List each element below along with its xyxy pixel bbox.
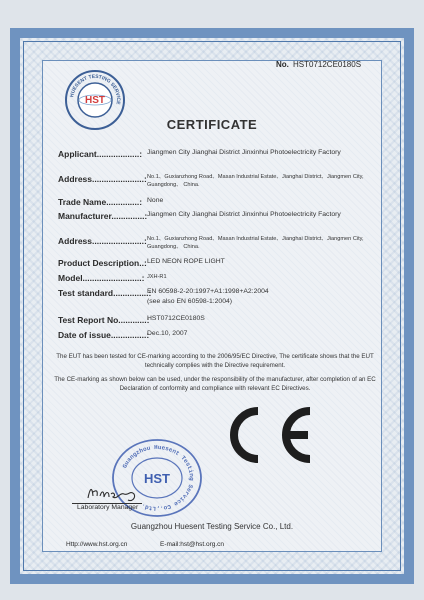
field-value: None bbox=[147, 197, 164, 204]
field-label: Test standard...............: bbox=[58, 288, 152, 298]
paragraph-ce-marking: The CE-marking as shown below can be used, under the responsibility of the manufacturer, after completion of an EC Declaration of conformity and compliance with relevant EC Directives. bbox=[54, 376, 376, 392]
signature-text: Henry bbox=[84, 482, 87, 483]
field-value: EN 60598-2-20:1997+A1:1998+A2:2004 bbox=[147, 288, 269, 295]
website-link[interactable]: Http://www.hst.org.cn bbox=[66, 541, 128, 548]
field-value: JXH-R1 bbox=[147, 274, 167, 280]
field-value: (see also EN 60598-1:2004) bbox=[147, 298, 233, 305]
field-label: Address......................: bbox=[58, 174, 147, 184]
paragraph-compliance: The EUT has been tested for CE-marking according to the 2006/95/EC Directive, The certificate shows that the EUT technically complies with the Directive requirement. bbox=[56, 353, 374, 369]
field-value: Jiangmen City Jianghai District Jinxinhui Photoelectricity Factory bbox=[147, 211, 341, 218]
field-label: Trade Name..............: bbox=[58, 197, 143, 207]
page-title: CERTIFICATE bbox=[166, 117, 258, 132]
cert-number: HST0712CE0180S bbox=[293, 60, 362, 69]
field-value: Dec.10, 2007 bbox=[147, 330, 188, 337]
field-label: Test Report No............: bbox=[58, 315, 150, 325]
company-name: Guangzhou Huesent Testing Service Co., Ltd. bbox=[130, 522, 294, 531]
field-label: Date of issue...............: bbox=[58, 330, 150, 340]
field-value: No.1、Guxianzhong Road、Masan Industrial Estate、Jianghai District、Jiangmen City, Guangdong、 China. bbox=[147, 236, 364, 250]
field-value: No.1、Guxianzhong Road、Masan Industrial Estate、Jianghai District、Jiangmen City, Guangdong、 China. bbox=[147, 174, 364, 188]
field-label: Applicant..................: bbox=[58, 149, 143, 159]
field-value: HST0712CE0180S bbox=[147, 315, 205, 322]
field-label: Manufacturer..............: bbox=[58, 211, 148, 221]
ce-mark-icon bbox=[224, 403, 324, 467]
manager-label: Laboratory Manager bbox=[77, 504, 139, 511]
field-label: Address......................: bbox=[58, 236, 147, 246]
stamp-center-text: HST bbox=[144, 471, 170, 486]
logo-ring-text: HUESENT TESTING SERVICE bbox=[69, 73, 122, 105]
field-label: Model.........................: bbox=[58, 273, 145, 283]
logo-center-text: HST bbox=[85, 95, 105, 106]
cert-number-label: No. bbox=[276, 60, 289, 69]
stamp-ring-text: Guangzhou Huesent Testing Service Co.,Ltd. bbox=[121, 443, 196, 513]
email-link[interactable]: E-mail:hst@hst.org.cn bbox=[160, 541, 225, 548]
manager-signature bbox=[84, 482, 144, 504]
field-label: Product Description..: bbox=[58, 258, 147, 268]
ce-mark-text: CE bbox=[224, 403, 226, 404]
field-value: LED NEON ROPE LIGHT bbox=[147, 258, 225, 265]
field-value: Jiangmen City Jianghai District Jinxinhui Photoelectricity Factory bbox=[147, 149, 341, 156]
